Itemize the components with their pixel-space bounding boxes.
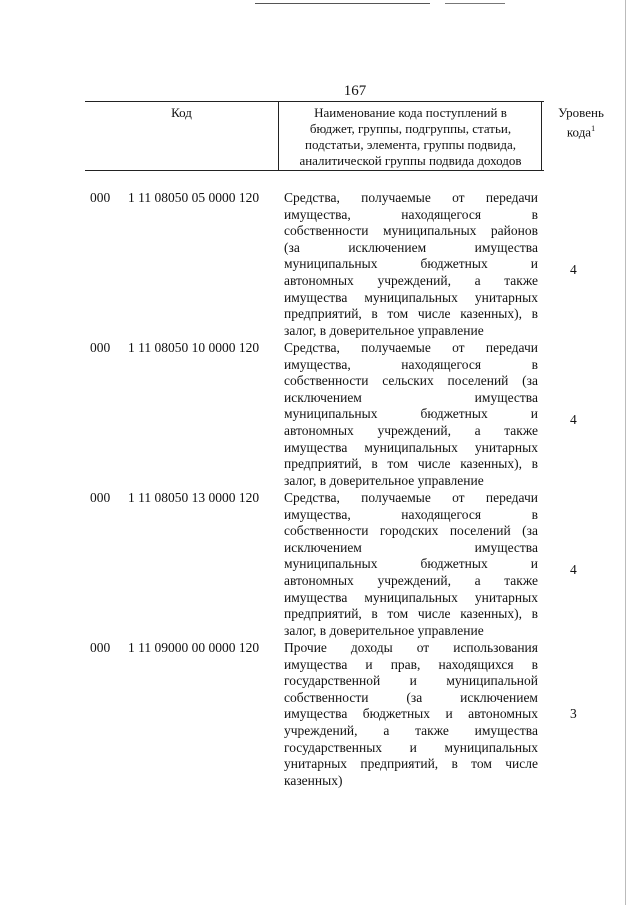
row-code-prefix: 000 xyxy=(90,490,111,505)
description-line: муниципальных бюджетных и xyxy=(284,406,538,422)
description-line: казенных) xyxy=(284,772,343,788)
description-line: муниципальных бюджетных и xyxy=(284,556,538,572)
description-line: унитарных предприятий, в том числе xyxy=(284,756,538,772)
row-description xyxy=(284,190,538,339)
row-code: 1 11 08050 10 0000 120 xyxy=(128,340,260,355)
description-line: имущества муниципальных унитарных xyxy=(284,289,538,305)
description-line: собственности (за исключением xyxy=(284,689,538,705)
description-line: предприятий, в том числе казенных), в xyxy=(284,606,538,622)
row-code: 1 11 08050 05 0000 120 xyxy=(128,190,260,205)
description-line: Средства, получаемые от передачи xyxy=(284,490,538,505)
description-line: автономных учреждений, а также xyxy=(284,422,538,438)
header-divider xyxy=(541,102,542,170)
scan-artifact-edge xyxy=(625,0,626,905)
description-line: (за исключением имущества xyxy=(284,239,538,255)
description-line: имущества, находящегося в xyxy=(284,356,538,372)
description-line: имущества, находящегося в xyxy=(284,506,538,522)
description-line: предприятий, в том числе казенных), в xyxy=(284,306,538,322)
description-line: имущества и прав, находящихся в xyxy=(284,656,538,672)
description-line: залог, в доверительное управление xyxy=(284,622,484,638)
header-level xyxy=(545,105,617,140)
description-line: собственности городских поселений (за xyxy=(284,523,538,539)
header-name-line: аналитической группы подвида доходов xyxy=(299,153,522,168)
header-level-line xyxy=(545,121,617,140)
row-description xyxy=(284,340,538,489)
table-header xyxy=(85,101,604,171)
row-code: 1 11 08050 13 0000 120 xyxy=(128,490,260,505)
row-description xyxy=(284,490,538,639)
description-line: имущества муниципальных унитарных xyxy=(284,589,538,605)
scan-artifact-line xyxy=(255,3,430,4)
row-code-prefix: 000 xyxy=(90,190,111,205)
description-line: автономных учреждений, а также xyxy=(284,272,538,288)
footnote-mark: 1 xyxy=(591,124,596,133)
description-line: автономных учреждений, а также xyxy=(284,572,538,588)
page-number: 167 xyxy=(343,83,367,99)
description-line: Средства, получаемые от передачи xyxy=(284,190,538,205)
description-line: государственной и муниципальной xyxy=(284,673,538,689)
description-line: собственности сельских поселений (за xyxy=(284,373,538,389)
description-line: учреждений, а также имущества xyxy=(284,722,538,738)
row-level: 4 xyxy=(570,412,577,427)
header-code: Код xyxy=(171,105,192,120)
row-description xyxy=(284,640,538,789)
description-line: исключением имущества xyxy=(284,539,538,555)
header-name-line: подстатьи, элемента, группы подвида, xyxy=(305,137,516,152)
header-name xyxy=(283,105,538,169)
description-line: залог, в доверительное управление xyxy=(284,472,484,488)
description-line: исключением имущества xyxy=(284,389,538,405)
description-line: муниципальных бюджетных и xyxy=(284,256,538,272)
description-line: предприятий, в том числе казенных), в xyxy=(284,456,538,472)
row-level: 4 xyxy=(570,562,577,577)
description-line: Прочие доходы от использования xyxy=(284,640,538,655)
description-line: имущества, находящегося в xyxy=(284,206,538,222)
row-level: 4 xyxy=(570,262,577,277)
description-line: Средства, получаемые от передачи xyxy=(284,340,538,355)
header-name-line: бюджет, группы, подгруппы, статьи, xyxy=(309,121,512,136)
row-level: 3 xyxy=(570,706,577,721)
row-code-prefix: 000 xyxy=(90,640,111,655)
description-line: государственных и муниципальных xyxy=(284,739,538,755)
description-line: имущества муниципальных унитарных xyxy=(284,439,538,455)
header-divider xyxy=(278,102,279,170)
description-line: имущества бюджетных и автономных xyxy=(284,706,538,722)
description-line: залог, в доверительное управление xyxy=(284,322,484,338)
scan-artifact-line xyxy=(445,3,505,4)
header-level-word: кода xyxy=(566,124,592,140)
row-code-prefix: 000 xyxy=(90,340,111,355)
header-level-line: Уровень xyxy=(558,105,604,120)
description-line: собственности муниципальных районов xyxy=(284,223,538,239)
row-code: 1 11 09000 00 0000 120 xyxy=(128,640,260,655)
header-name-line: Наименование кода поступлений в xyxy=(314,105,507,120)
